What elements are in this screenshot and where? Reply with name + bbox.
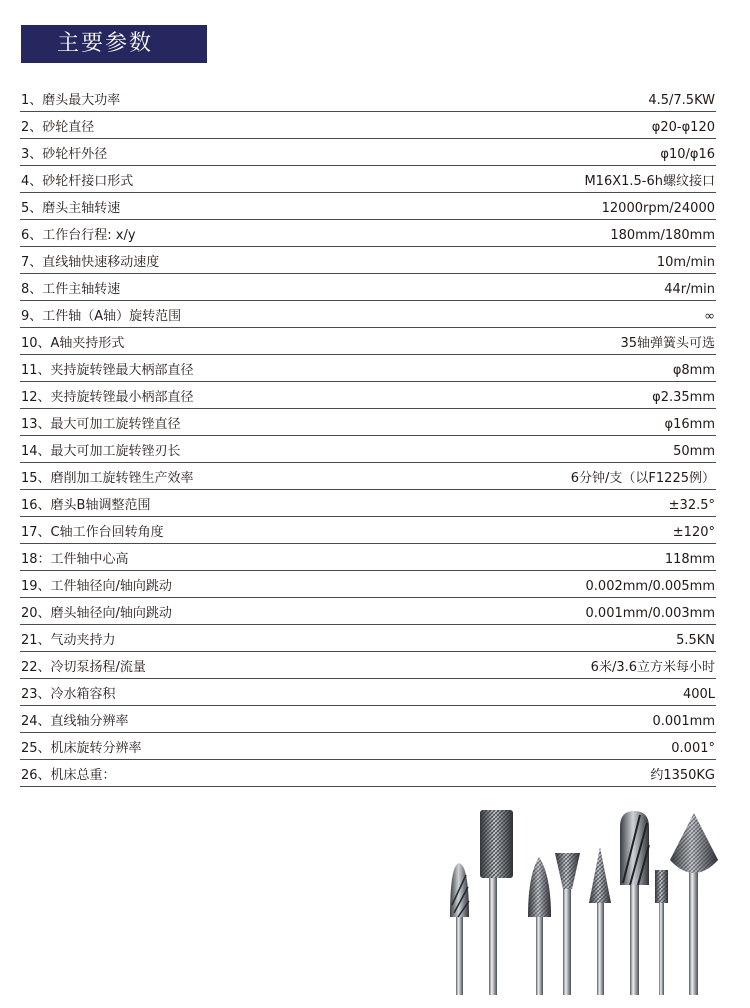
spec-value: φ20-φ120: [651, 120, 715, 135]
spec-value: 118mm: [664, 552, 715, 567]
spec-table: [20, 85, 716, 787]
spec-value: 约1350KG: [650, 768, 715, 783]
spec-row: [20, 274, 716, 301]
spec-value: 35轴弹簧头可选: [620, 336, 715, 351]
spec-row: [20, 436, 716, 463]
spec-row: [20, 598, 716, 625]
spec-row: [20, 733, 716, 760]
spec-row: [20, 571, 716, 598]
spec-label: 9、工件轴（A轴）旋转范围: [21, 309, 182, 324]
spec-value: 400L: [682, 687, 715, 702]
spec-label: 20、磨头轴径向/轴向跳动: [21, 606, 172, 621]
spec-row: [20, 517, 716, 544]
spec-value: 10m/min: [656, 255, 715, 270]
rotary-burrs-image: [440, 805, 730, 1000]
spec-row: [20, 112, 716, 139]
spec-label: 3、砂轮杆外径: [21, 147, 108, 162]
spec-label: 15、磨削加工旋转锉生产效率: [21, 471, 194, 486]
spec-label: 2、砂轮直径: [21, 120, 95, 135]
spec-value: 0.001°: [671, 741, 715, 756]
spec-row: [20, 328, 716, 355]
spec-row: [20, 355, 716, 382]
spec-label: 26、机床总重：: [21, 768, 116, 783]
spec-value: 6米/3.6立方米每小时: [590, 660, 715, 675]
spec-row: [20, 139, 716, 166]
spec-label: 21、气动夹持力: [21, 633, 116, 648]
spec-label: 17、C轴工作台回转角度: [21, 525, 164, 540]
spec-label: 11、夹持旋转锉最大柄部直径: [21, 363, 194, 378]
spec-row: [20, 625, 716, 652]
spec-label: 1、磨头最大功率: [21, 93, 121, 108]
spec-value: ±32.5°: [668, 498, 715, 513]
spec-label: 25、机床旋转分辨率: [21, 741, 142, 756]
spec-value: ±120°: [672, 525, 715, 540]
spec-row: [20, 220, 716, 247]
spec-row: [20, 409, 716, 436]
spec-value: M16X1.5-6h螺纹接口: [584, 174, 715, 189]
section-title: 主要参数: [21, 25, 207, 63]
spec-value: 180mm/180mm: [610, 228, 715, 243]
spec-value: 0.001mm: [652, 714, 715, 729]
spec-row: [20, 544, 716, 571]
spec-value: 0.001mm/0.003mm: [585, 606, 715, 621]
spec-value: 6分钟/支（以F1225例）: [570, 471, 715, 486]
spec-label: 18：工件轴中心高: [21, 552, 129, 567]
spec-label: 6、工作台行程: x/y: [21, 228, 136, 243]
spec-label: 7、直线轴快速移动速度: [21, 255, 160, 270]
spec-row: [20, 382, 716, 409]
spec-row: [20, 85, 716, 112]
spec-value: 5.5KN: [676, 633, 715, 648]
spec-value: φ8mm: [672, 363, 715, 378]
spec-row: [20, 490, 716, 517]
spec-row: [20, 463, 716, 490]
spec-row: [20, 301, 716, 328]
spec-row: [20, 679, 716, 706]
spec-label: 19、工件轴径向/轴向跳动: [21, 579, 172, 594]
spec-value: φ10/φ16: [660, 147, 715, 162]
spec-value: 4.5/7.5KW: [648, 93, 715, 108]
spec-label: 10、A轴夹持形式: [21, 336, 125, 351]
spec-label: 4、砂轮杆接口形式: [21, 174, 134, 189]
spec-label: 16、磨头B轴调整范围: [21, 498, 151, 513]
spec-label: 14、最大可加工旋转锉刃长: [21, 444, 181, 459]
spec-row: [20, 166, 716, 193]
spec-label: 8、工件主轴转速: [21, 282, 121, 297]
spec-row: [20, 247, 716, 274]
spec-label: 5、磨头主轴转速: [21, 201, 121, 216]
spec-value: ∞: [704, 309, 715, 324]
spec-label: 12、夹持旋转锉最小柄部直径: [21, 390, 194, 405]
spec-value: 50mm: [673, 444, 715, 459]
spec-label: 13、最大可加工旋转锉直径: [21, 417, 181, 432]
spec-label: 23、冷水箱容积: [21, 687, 116, 702]
spec-row: [20, 193, 716, 220]
spec-row: [20, 760, 716, 787]
spec-value: 0.002mm/0.005mm: [585, 579, 715, 594]
spec-value: φ16mm: [664, 417, 715, 432]
spec-row: [20, 652, 716, 679]
spec-row: [20, 706, 716, 733]
spec-value: 44r/min: [664, 282, 715, 297]
spec-label: 24、直线轴分辨率: [21, 714, 129, 729]
spec-value: φ2.35mm: [652, 390, 715, 405]
spec-value: 12000rpm/24000: [601, 201, 715, 216]
spec-label: 22、冷切泵扬程/流量: [21, 660, 146, 675]
